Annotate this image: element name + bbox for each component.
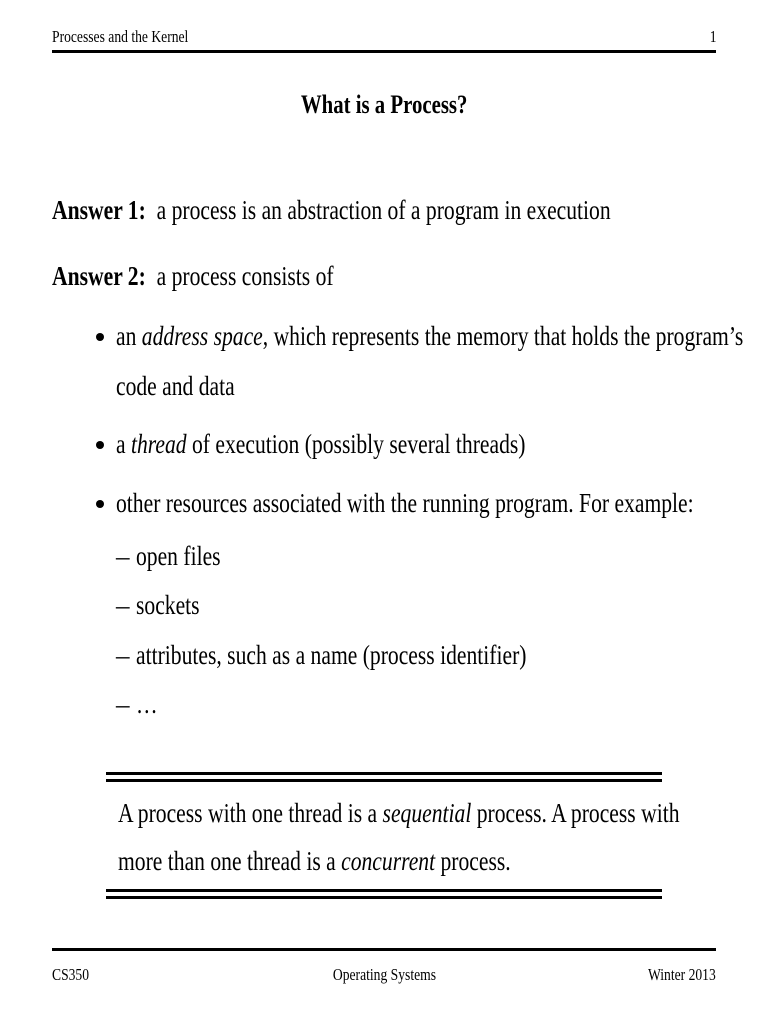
bullet-icon: [96, 500, 104, 508]
thread-term: thread: [130, 429, 187, 459]
footer-term: Winter 2013: [648, 965, 716, 984]
bullet-address-space-cont: code and data: [116, 371, 235, 401]
header-rule: [52, 50, 716, 53]
definition-line-1: A process with one thread is a sequential process. A process with: [118, 798, 680, 828]
bullet-thread: a thread of execution (possibly several threads): [116, 429, 526, 459]
footer-rule: [52, 948, 716, 951]
address-space-term: address space: [141, 321, 263, 351]
footer-course: CS350: [52, 965, 90, 984]
answer-2: [52, 258, 404, 294]
bullet-other-resources: other resources associated with the running program. For example:: [116, 488, 694, 518]
subitem-attributes: attributes, such as a name (process identifier): [136, 640, 527, 670]
bullet-icon: [96, 441, 104, 449]
subitem-open-files: open files: [136, 541, 221, 571]
dash-icon: –: [116, 689, 130, 719]
footer-subject: Operating Systems: [332, 965, 436, 984]
subitem-ellipsis: …: [136, 689, 158, 719]
slide-title: What is a Process?: [300, 90, 468, 119]
header-title: Processes and the Kernel: [52, 27, 189, 46]
sequential-term: sequential: [382, 798, 472, 828]
box-bottom-rule-1: [106, 889, 662, 892]
bullet-icon: [96, 333, 104, 341]
answer-1-label: Answer 1:: [52, 195, 146, 225]
bullet-address-space: an address space, which represents the memory that holds the program’s: [116, 321, 744, 351]
answer-1: [52, 192, 750, 228]
box-bottom-rule-2: [106, 896, 662, 899]
page-number: 1: [709, 27, 716, 46]
dash-icon: –: [116, 640, 130, 670]
subitem-sockets: sockets: [136, 590, 200, 620]
definition-line-2: more than one thread is a concurrent process.: [118, 846, 511, 876]
box-top-rule-1: [106, 772, 662, 775]
answer-2-label: Answer 2:: [52, 261, 146, 291]
dash-icon: –: [116, 541, 130, 571]
answer-2-text: a process consists of: [156, 261, 334, 291]
concurrent-term: concurrent: [341, 846, 436, 876]
box-top-rule-2: [106, 779, 662, 782]
dash-icon: –: [116, 590, 130, 620]
answer-1-text: a process is an abstraction of a program in execution: [156, 195, 611, 225]
